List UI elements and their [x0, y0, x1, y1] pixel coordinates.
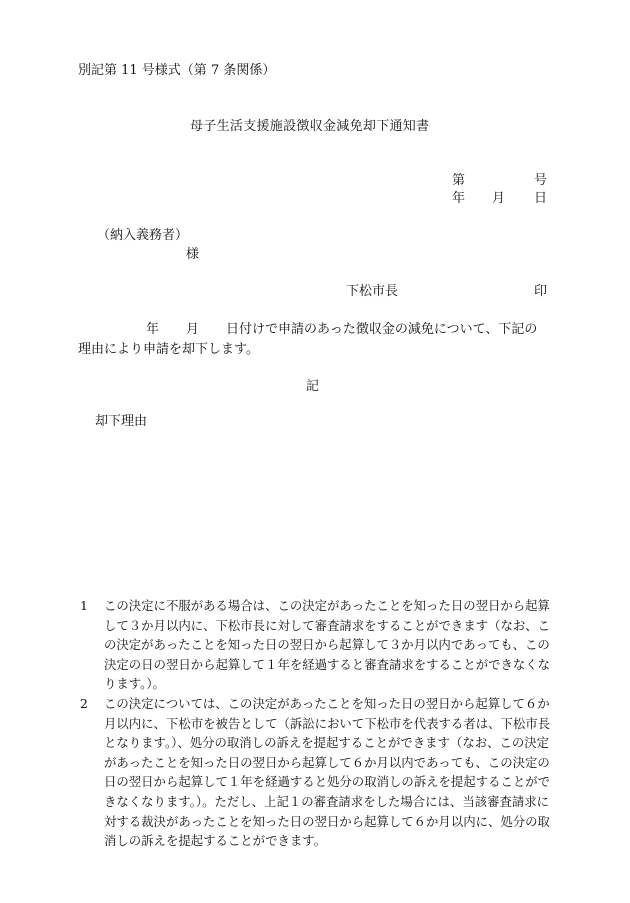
- body-line2: 理由により申請を却下します。: [78, 342, 259, 357]
- form-label: 別記第 11 号様式（第 7 条関係）: [78, 63, 276, 78]
- note-text: この決定に不服がある場合は、この決定があったことを知った日の翌日から起算して３か月以内に、下松市長に対して審査請求をすることができます（なお、この決定があったことを知った日の翌日から起算して３か月以内であっても、この決定の日の翌日から起算して１年を経過すると審査請求をすることができなくなります。）。: [104, 598, 551, 692]
- reason-label: 却下理由: [95, 414, 148, 429]
- date-day: 日: [534, 191, 548, 206]
- note-item: [80, 694, 560, 851]
- document-title: 母子生活支援施設徴収金減免却下通知書: [190, 119, 430, 134]
- note-number: 1: [80, 598, 88, 613]
- note-number: 2: [80, 695, 88, 711]
- number-suffix: 号: [534, 173, 548, 188]
- date-year: 年: [452, 191, 466, 206]
- body-line1: 日付けで申請のあった徴収金の減免について、下記の: [226, 322, 538, 337]
- notes-section: [80, 596, 560, 851]
- seal-mark: 印: [534, 284, 548, 299]
- sender-name: 下松市長: [346, 284, 399, 299]
- addressee-honorific: 様: [186, 247, 200, 262]
- addressee-label: （納入義務者）: [97, 228, 189, 243]
- note-item: [80, 596, 560, 694]
- body-year: 年: [146, 322, 160, 337]
- date-month: 月: [492, 191, 506, 206]
- number-prefix: 第: [452, 173, 466, 188]
- body-month: 月: [186, 322, 200, 337]
- note-text: この決定については、この決定があったことを知った日の翌日から起算して６か月以内に、下松市を被告として（訴訟において下松市を代表する者は、下松市長となります。）、処分の取消しの訴えを提起することができます（なお、この決定があったことを知った日の翌日から起算して６か月以内であっても、この決定の日の翌日から起算して１年を経過すると処分の取消しの訴えを提起することができなくなります。）。ただし、上記１の審査請求をした場合には、当該審査請求に対する裁決があったことを知った日の翌日から起算して６か月以内に、処分の取消しの訴えを提起することができます。: [104, 695, 551, 849]
- ki-heading: 記: [306, 379, 320, 394]
